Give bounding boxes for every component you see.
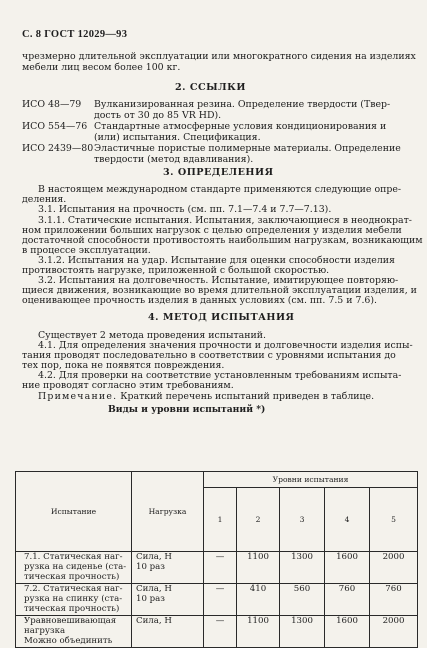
- level-value: 2000: [370, 552, 418, 584]
- load-repeats: 10 раз: [136, 594, 165, 604]
- reference-text: дость от 30 до 85 VR HD).: [94, 110, 222, 121]
- note-line: [38, 392, 374, 401]
- table-row: [16, 616, 418, 648]
- reference-text: твердости (метод вдавливания).: [94, 154, 254, 165]
- intro-line: чрезмерно длительной эксплуатации или многократного сидения на изделиях: [22, 51, 416, 62]
- load-repeats: 10 раз: [136, 562, 165, 572]
- column-header-test: Испытание: [16, 472, 132, 552]
- level-value: 560: [280, 584, 325, 616]
- level-value: 2000: [370, 616, 418, 648]
- paragraph-line: 4.1. Для определения значения прочности и долговечности изделия испы-: [38, 340, 413, 351]
- paragraph-line: в процессе эксплуатации.: [22, 245, 151, 256]
- level-value: 1300: [280, 552, 325, 584]
- reference-text: Эластичные пористые полимерные материалы. Определение: [94, 143, 401, 154]
- intro-line: мебели лиц весом более 100 кг.: [22, 62, 181, 73]
- paragraph-line: 3.1. Испытания на прочность (см. пп. 7.1—7.4 и 7.7—7.13).: [38, 204, 332, 215]
- paragraph-line: 3.2. Испытания на долговечность. Испытание, имитирующее повторяю-: [38, 275, 399, 286]
- load-type: Сила, Н: [136, 616, 172, 626]
- paragraph-line: 3.1.1. Статические испытания. Испытания, заключающиеся в неоднократ-: [38, 215, 412, 226]
- reference-text: Стандартные атмосферные условия кондиционирования и: [94, 121, 387, 132]
- load-type: Сила, Н: [136, 552, 172, 562]
- paragraph-line: тех пор, пока не появятся повреждения.: [22, 360, 225, 371]
- column-header-load: Нагрузка: [132, 472, 204, 552]
- test-name: тическая прочность): [24, 604, 120, 614]
- test-name: нагрузка: [24, 626, 66, 636]
- level-number: 2: [237, 488, 280, 552]
- paragraph-line: деления.: [22, 194, 67, 205]
- paragraph-line: тания проводят последовательно в соответствии с уровнями испытания до: [22, 350, 396, 361]
- level-value: —: [204, 584, 237, 616]
- test-name: 7.2. Статическая наг-: [24, 584, 123, 594]
- test-name: Уравновешивающая: [24, 616, 117, 626]
- test-name: Можно объединить: [24, 636, 113, 646]
- paragraph-line: В настоящем международном стандарте применяются следующие опре-: [38, 184, 402, 195]
- section-title-references: 2. ССЫЛКИ: [175, 82, 246, 93]
- test-name: тическая прочность): [24, 572, 120, 582]
- section-title-test-method: 4. МЕТОД ИСПЫТАНИЯ: [148, 312, 295, 323]
- level-value: —: [204, 552, 237, 584]
- level-value: 1100: [237, 552, 280, 584]
- paragraph-line: достаточной способности противостоять наибольшим нагрузкам, возникающим: [22, 235, 423, 246]
- table-row: [16, 552, 418, 584]
- reference-code: ИСО 48—79: [22, 99, 82, 110]
- level-value: 760: [325, 584, 370, 616]
- paragraph-line: 4.2. Для проверки на соответствие установленным требованиям испыта-: [38, 370, 402, 381]
- test-name: рузка на спинку (ста-: [24, 594, 123, 604]
- level-value: 1100: [237, 616, 280, 648]
- paragraph-line: ном приложении больших нагрузок с целью определения у изделия мебели: [22, 225, 402, 236]
- table-row: [16, 584, 418, 616]
- level-value: 760: [370, 584, 418, 616]
- section-title-definitions: 3. ОПРЕДЕЛЕНИЯ: [163, 167, 274, 178]
- level-value: 1600: [325, 552, 370, 584]
- level-number: 1: [204, 488, 237, 552]
- level-number: 3: [280, 488, 325, 552]
- test-levels-table: [15, 471, 418, 648]
- test-name: рузка на сиденье (ста-: [24, 562, 127, 572]
- level-value: —: [204, 616, 237, 648]
- column-header-levels: Уровни испытания: [204, 472, 418, 488]
- table-caption: Виды и уровни испытаний *): [108, 404, 266, 415]
- level-value: 410: [237, 584, 280, 616]
- page-header: С. 8 ГОСТ 12029—93: [22, 29, 128, 40]
- level-number: 4: [325, 488, 370, 552]
- level-value: 1600: [325, 616, 370, 648]
- reference-text: Вулканизированная резина. Определение твердости (Твер-: [94, 99, 391, 110]
- note-label: Примечание.: [38, 391, 118, 402]
- reference-code: ИСО 2439—80: [22, 143, 94, 154]
- paragraph-line: 3.1.2. Испытания на удар. Испытание для оценки способности изделия: [38, 255, 395, 266]
- paragraph-line: оценивающее прочность изделия в данных условиях (см. пп. 7.5 и 7.6).: [22, 295, 378, 306]
- paragraph-line: щиеся движения, возникающие во время длительной эксплуатации изделия, и: [22, 285, 417, 296]
- note-text: Краткий перечень испытаний приведен в таблице.: [120, 391, 375, 402]
- level-value: 1300: [280, 616, 325, 648]
- test-name: 7.1. Статическая наг-: [24, 552, 123, 562]
- paragraph-line: противостоять нагрузке, приложенной с большой скоростью.: [22, 265, 330, 276]
- load-type: Сила, Н: [136, 584, 172, 594]
- reference-code: ИСО 554—76: [22, 121, 88, 132]
- paragraph-line: Существует 2 метода проведения испытаний.: [38, 330, 266, 341]
- reference-text: (или) испытания. Спецификация.: [94, 132, 261, 143]
- paragraph-line: ние проводят согласно этим требованиям.: [22, 380, 234, 391]
- level-number: 5: [370, 488, 418, 552]
